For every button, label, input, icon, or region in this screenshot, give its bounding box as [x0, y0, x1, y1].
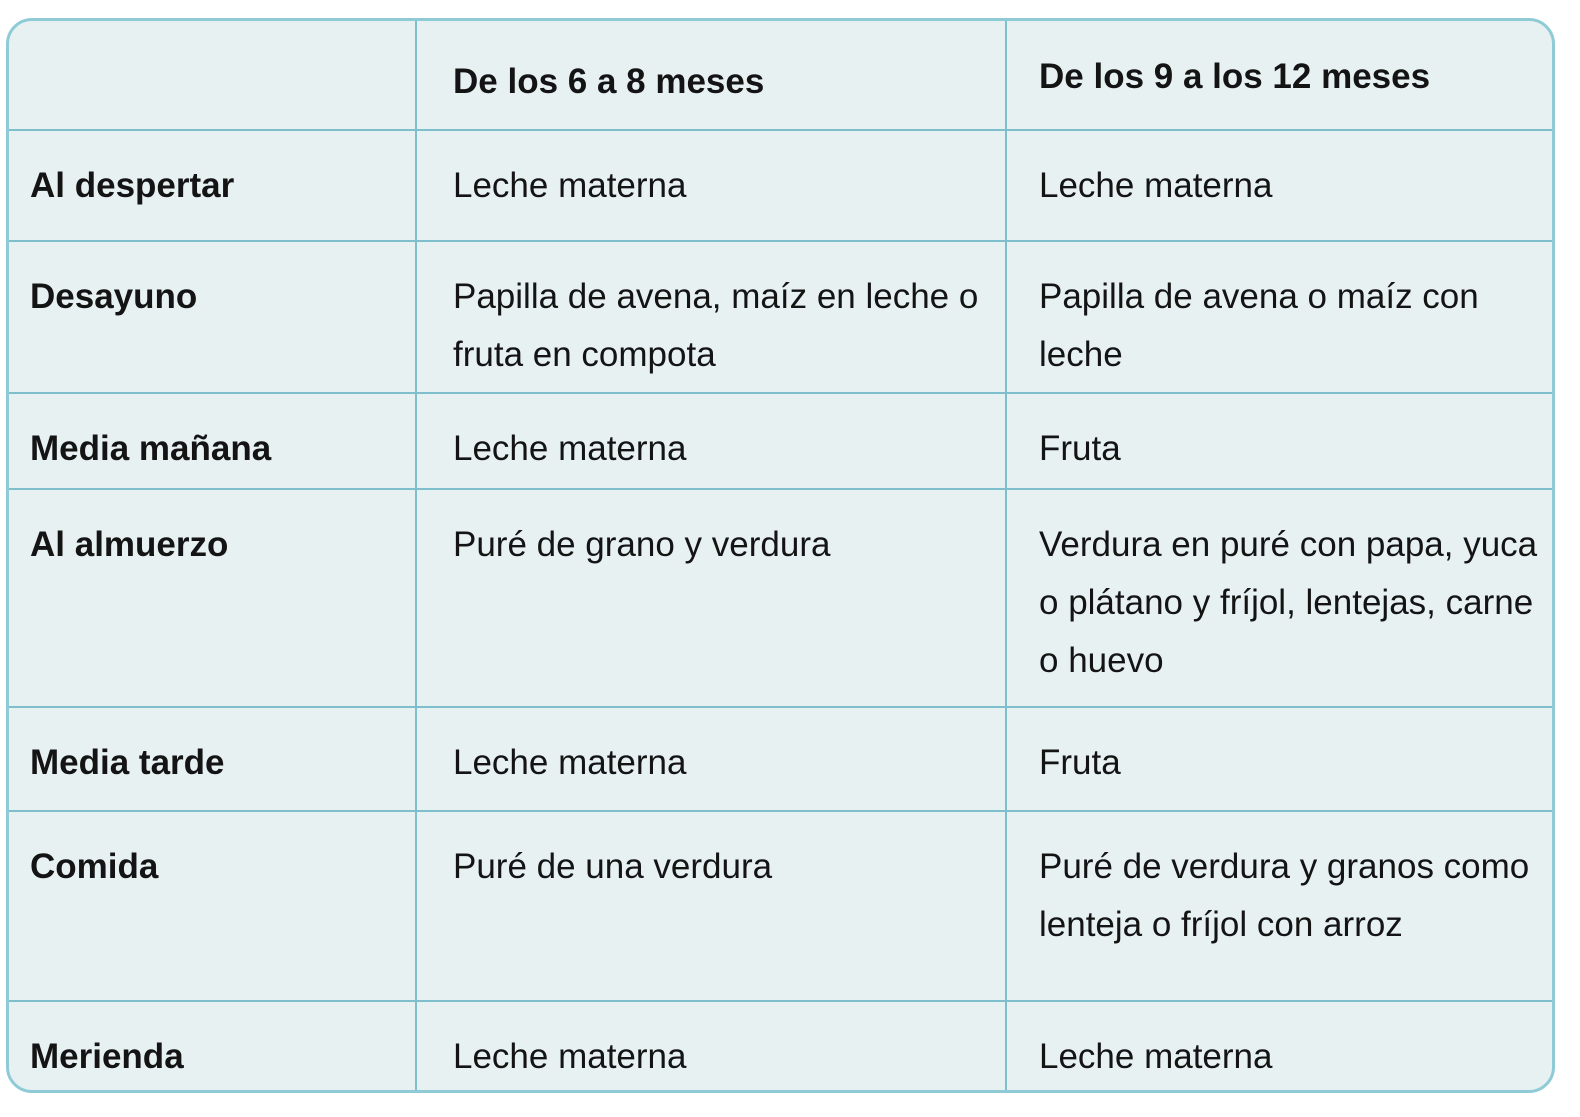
cell-9-12-months: Fruta	[1006, 393, 1555, 489]
row-label: Desayuno	[7, 241, 416, 393]
feeding-schedule-table-frame	[6, 18, 1555, 1093]
cell-6-8-months: Puré de grano y verdura	[416, 489, 1006, 707]
cell-9-12-months: Leche materna	[1006, 1001, 1555, 1093]
table-row	[7, 130, 1555, 241]
cell-6-8-months: Leche materna	[416, 393, 1006, 489]
table-row	[7, 489, 1555, 707]
row-label: Media tarde	[7, 707, 416, 811]
row-label: Al almuerzo	[7, 489, 416, 707]
cell-6-8-months: Puré de una verdura	[416, 811, 1006, 1001]
row-label: Media mañana	[7, 393, 416, 489]
cell-9-12-months: Papilla de avena o maíz con leche	[1006, 241, 1555, 393]
row-label: Merienda	[7, 1001, 416, 1093]
table-row	[7, 393, 1555, 489]
cell-9-12-months: Leche materna	[1006, 130, 1555, 241]
header-6-8-months: De los 6 a 8 meses	[416, 19, 1006, 130]
cell-9-12-months: Verdura en puré con papa, yuca o plátano y fríjol, lentejas, carne o huevo	[1006, 489, 1555, 707]
cell-6-8-months: Leche materna	[416, 707, 1006, 811]
cell-6-8-months: Papilla de avena, maíz en leche o fruta en compota	[416, 241, 1006, 393]
cell-6-8-months: Leche materna	[416, 130, 1006, 241]
cell-6-8-months: Leche materna	[416, 1001, 1006, 1093]
header-9-12-months: De los 9 a los 12 meses	[1006, 19, 1555, 130]
feeding-schedule-table	[6, 18, 1555, 1093]
table-row	[7, 707, 1555, 811]
table-row	[7, 811, 1555, 1001]
row-label: Al despertar	[7, 130, 416, 241]
table-row	[7, 1001, 1555, 1093]
table-header-row	[7, 19, 1555, 130]
cell-9-12-months: Puré de verdura y granos como lenteja o fríjol con arroz	[1006, 811, 1555, 1001]
header-empty-cell	[7, 19, 416, 130]
row-label: Comida	[7, 811, 416, 1001]
table-row	[7, 241, 1555, 393]
cell-9-12-months: Fruta	[1006, 707, 1555, 811]
